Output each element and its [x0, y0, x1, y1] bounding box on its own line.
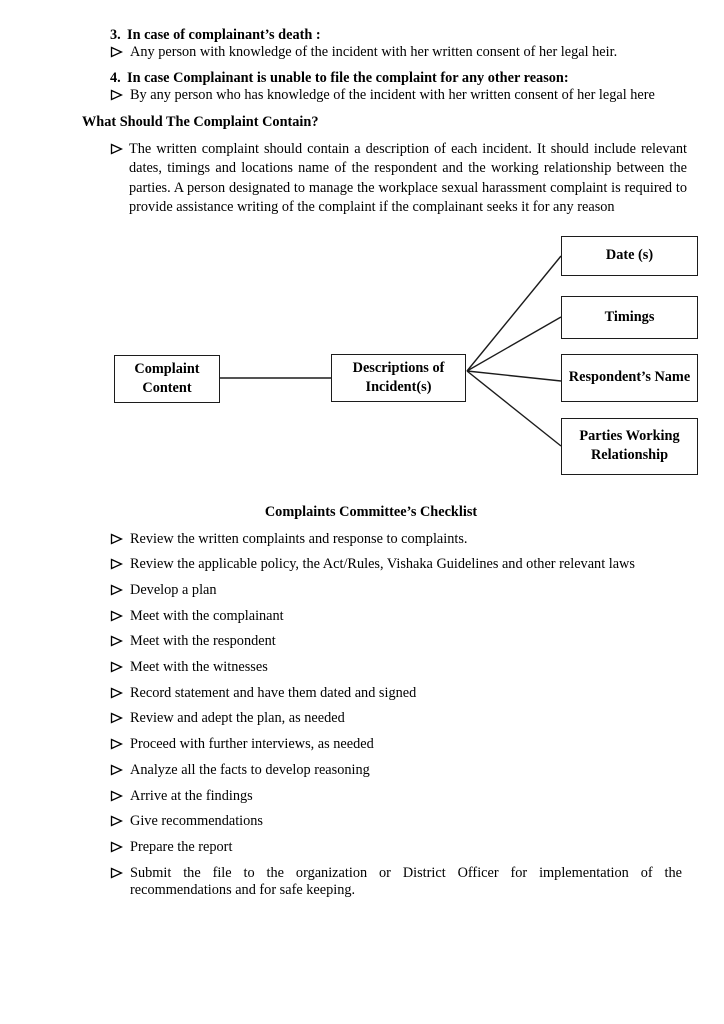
checklist-item — [110, 556, 690, 573]
checklist-item — [110, 813, 690, 830]
connector-line — [467, 371, 561, 381]
connector-line — [467, 256, 561, 371]
diagram-node-complaint-content: Complaint Content — [114, 355, 220, 403]
checklist-item-text: Give recommendations — [130, 813, 264, 830]
checklist-item — [110, 762, 690, 779]
diagram-node-dates: Date (s) — [561, 236, 698, 276]
arrow-bullet-icon — [110, 582, 130, 599]
checklist-item — [110, 710, 690, 727]
checklist-item — [110, 659, 690, 676]
arrow-bullet-icon — [110, 762, 130, 779]
bullet-text: By any person who has knowledge of the incident with her written consent of her legal here — [130, 87, 655, 103]
complaint-content-diagram — [0, 225, 724, 483]
checklist-item — [110, 788, 690, 805]
filing-mode-item — [110, 27, 690, 61]
checklist-item-text: Review the applicable policy, the Act/Rules, Vishaka Guidelines and other relevant laws — [130, 556, 635, 573]
checklist-item-text: Review and adept the plan, as needed — [130, 710, 345, 727]
arrow-bullet-icon — [110, 685, 130, 702]
checklist-item — [110, 685, 690, 702]
checklist-item-text: Analyze all the facts to develop reasoning — [130, 761, 370, 778]
arrow-bullet-icon — [110, 44, 130, 61]
bullet-row — [110, 44, 690, 61]
arrow-bullet-icon — [110, 556, 130, 573]
arrow-bullet-icon — [110, 710, 130, 727]
checklist-item-text: Meet with the complainant — [130, 607, 284, 624]
checklist-item-text: Review the written complaints and response to complaints. — [130, 530, 468, 547]
checklist-item — [110, 839, 690, 856]
item-number: 3. — [110, 27, 121, 43]
checklist-item-text: Arrive at the findings — [130, 787, 253, 804]
checklist-item — [110, 531, 690, 548]
arrow-bullet-icon — [110, 659, 130, 676]
arrow-bullet-icon — [110, 788, 130, 805]
diagram-node-respondents-name: Respondent’s Name — [561, 354, 698, 402]
filing-mode-item — [110, 70, 690, 104]
checklist-title: Complaints Committee’s Checklist — [264, 503, 478, 520]
checklist-item — [110, 736, 690, 753]
arrow-bullet-icon — [110, 839, 130, 856]
section-heading: What Should The Complaint Contain? — [82, 114, 319, 130]
arrow-bullet-icon — [110, 633, 130, 650]
diagram-node-timings: Timings — [561, 296, 698, 339]
checklist-item — [110, 865, 690, 900]
bullet-row — [110, 87, 690, 104]
contain-paragraph: The written complaint should contain a description of each incident. It should include relevant dates, timings and locations name of the respondent and the working relationship between the parties. A person designated to manage the workplace sexual harassment complaint is required to provide assistance writing of the complaint if the complainant seeks it for any reason — [129, 141, 687, 216]
diagram-node-descriptions-of-incidents: Descriptions of Incident(s) — [331, 354, 466, 402]
arrow-bullet-icon — [110, 736, 130, 753]
arrow-bullet-icon — [110, 608, 130, 625]
item-heading: In case of complainant’s death : — [127, 27, 321, 43]
arrow-bullet-icon — [110, 87, 130, 104]
checklist-item-text: Prepare the report — [130, 838, 233, 855]
connector-line — [467, 317, 561, 371]
item-number: 4. — [110, 70, 121, 86]
diagram-node-parties-working-relationship: Parties Working Relationship — [561, 418, 698, 475]
arrow-bullet-icon — [110, 140, 129, 218]
connector-line — [467, 371, 561, 446]
checklist-item-text: Record statement and have them dated and signed — [130, 684, 417, 701]
contain-paragraph-row — [110, 140, 724, 218]
checklist-item — [110, 633, 690, 650]
checklist-item — [110, 608, 690, 625]
item-heading: In case Complainant is unable to file the complaint for any other reason: — [127, 70, 569, 86]
checklist-item-text: Submit the file to the organization or District Officer for implementation of the recommendations and for safe keeping. — [130, 864, 682, 898]
filing-modes-section — [110, 27, 690, 104]
checklist-item-text: Proceed with further interviews, as needed — [130, 736, 374, 753]
arrow-bullet-icon — [110, 531, 130, 548]
bullet-text: Any person with knowledge of the incident with her written consent of her legal heir. — [130, 44, 618, 60]
numbered-heading-row — [110, 70, 690, 87]
arrow-bullet-icon — [110, 813, 130, 830]
checklist-item-text: Meet with the witnesses — [130, 659, 268, 676]
checklist-item-text: Develop a plan — [130, 582, 217, 598]
checklist-item — [110, 582, 690, 599]
arrow-bullet-icon — [110, 865, 130, 900]
checklist-item-text: Meet with the respondent — [130, 633, 276, 650]
checklist — [110, 531, 690, 900]
numbered-heading-row — [110, 27, 690, 44]
